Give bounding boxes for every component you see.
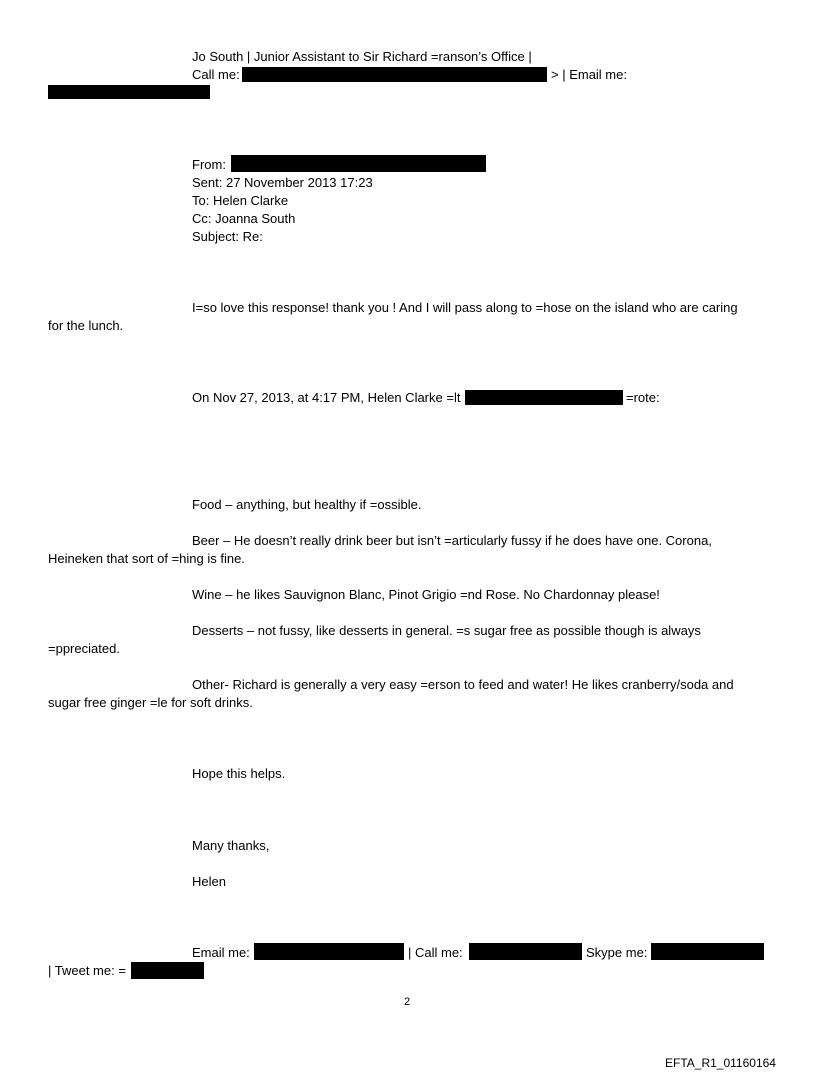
signature-email-label: Email me: [192, 945, 250, 960]
quote-intro-prefix: On Nov 27, 2013, at 4:17 PM, Helen Clarke =lt [192, 390, 461, 405]
signature-call-label: Call me: [192, 67, 240, 82]
header-sent: Sent: 27 November 2013 17:23 [192, 175, 373, 190]
body-signoff-name: Helen [192, 874, 226, 889]
signature-top-line: Jo South | Junior Assistant to Sir Richard =ranson’s Office | [192, 49, 532, 64]
body-thanks: Many thanks, [192, 838, 270, 853]
body-desserts: Desserts – not fussy, like desserts in general. =s sugar free as possible though is always [192, 623, 701, 638]
signature-email-label: > | Email me: [551, 67, 627, 82]
header-subject: Subject: Re: [192, 229, 263, 244]
redaction-block [651, 943, 764, 960]
reply-line: I=so love this response! thank you ! And I will pass along to =hose on the island who are caring [192, 300, 738, 315]
redaction-block [231, 155, 486, 172]
body-wine: Wine – he likes Sauvignon Blanc, Pinot Grigio =nd Rose. No Chardonnay please! [192, 587, 660, 602]
redaction-block [469, 943, 582, 960]
header-cc: Cc: Joanna South [192, 211, 296, 226]
document-id: EFTA_R1_01160164 [665, 1056, 776, 1070]
redaction-block [254, 943, 404, 960]
header-from-label: From: [192, 157, 226, 172]
body-other: sugar free ginger =le for soft drinks. [48, 695, 253, 710]
reply-line: for the lunch. [48, 318, 124, 333]
header-to: To: Helen Clarke [192, 193, 289, 208]
signature-tweet-label: | Tweet me: = [48, 963, 126, 978]
body-desserts: =ppreciated. [48, 641, 120, 656]
redaction-block [465, 390, 623, 405]
body-beer: Beer – He doesn’t really drink beer but isn’t =articularly fussy if he does have one. Corona, [192, 533, 712, 548]
body-other: Other- Richard is generally a very easy =erson to feed and water! He likes cranberry/soda and [192, 677, 734, 692]
body-food: Food – anything, but healthy if =ossible. [192, 497, 422, 512]
body-hope: Hope this helps. [192, 766, 286, 781]
page-number: 2 [404, 996, 411, 1008]
signature-call-label: | Call me: [408, 945, 463, 960]
redaction-block [131, 962, 204, 979]
redaction-block [48, 85, 210, 99]
quote-intro-suffix: =rote: [626, 390, 660, 405]
body-beer: Heineken that sort of =hing is fine. [48, 551, 245, 566]
signature-skype-label: Skype me: [586, 945, 648, 960]
redaction-block [242, 67, 547, 82]
